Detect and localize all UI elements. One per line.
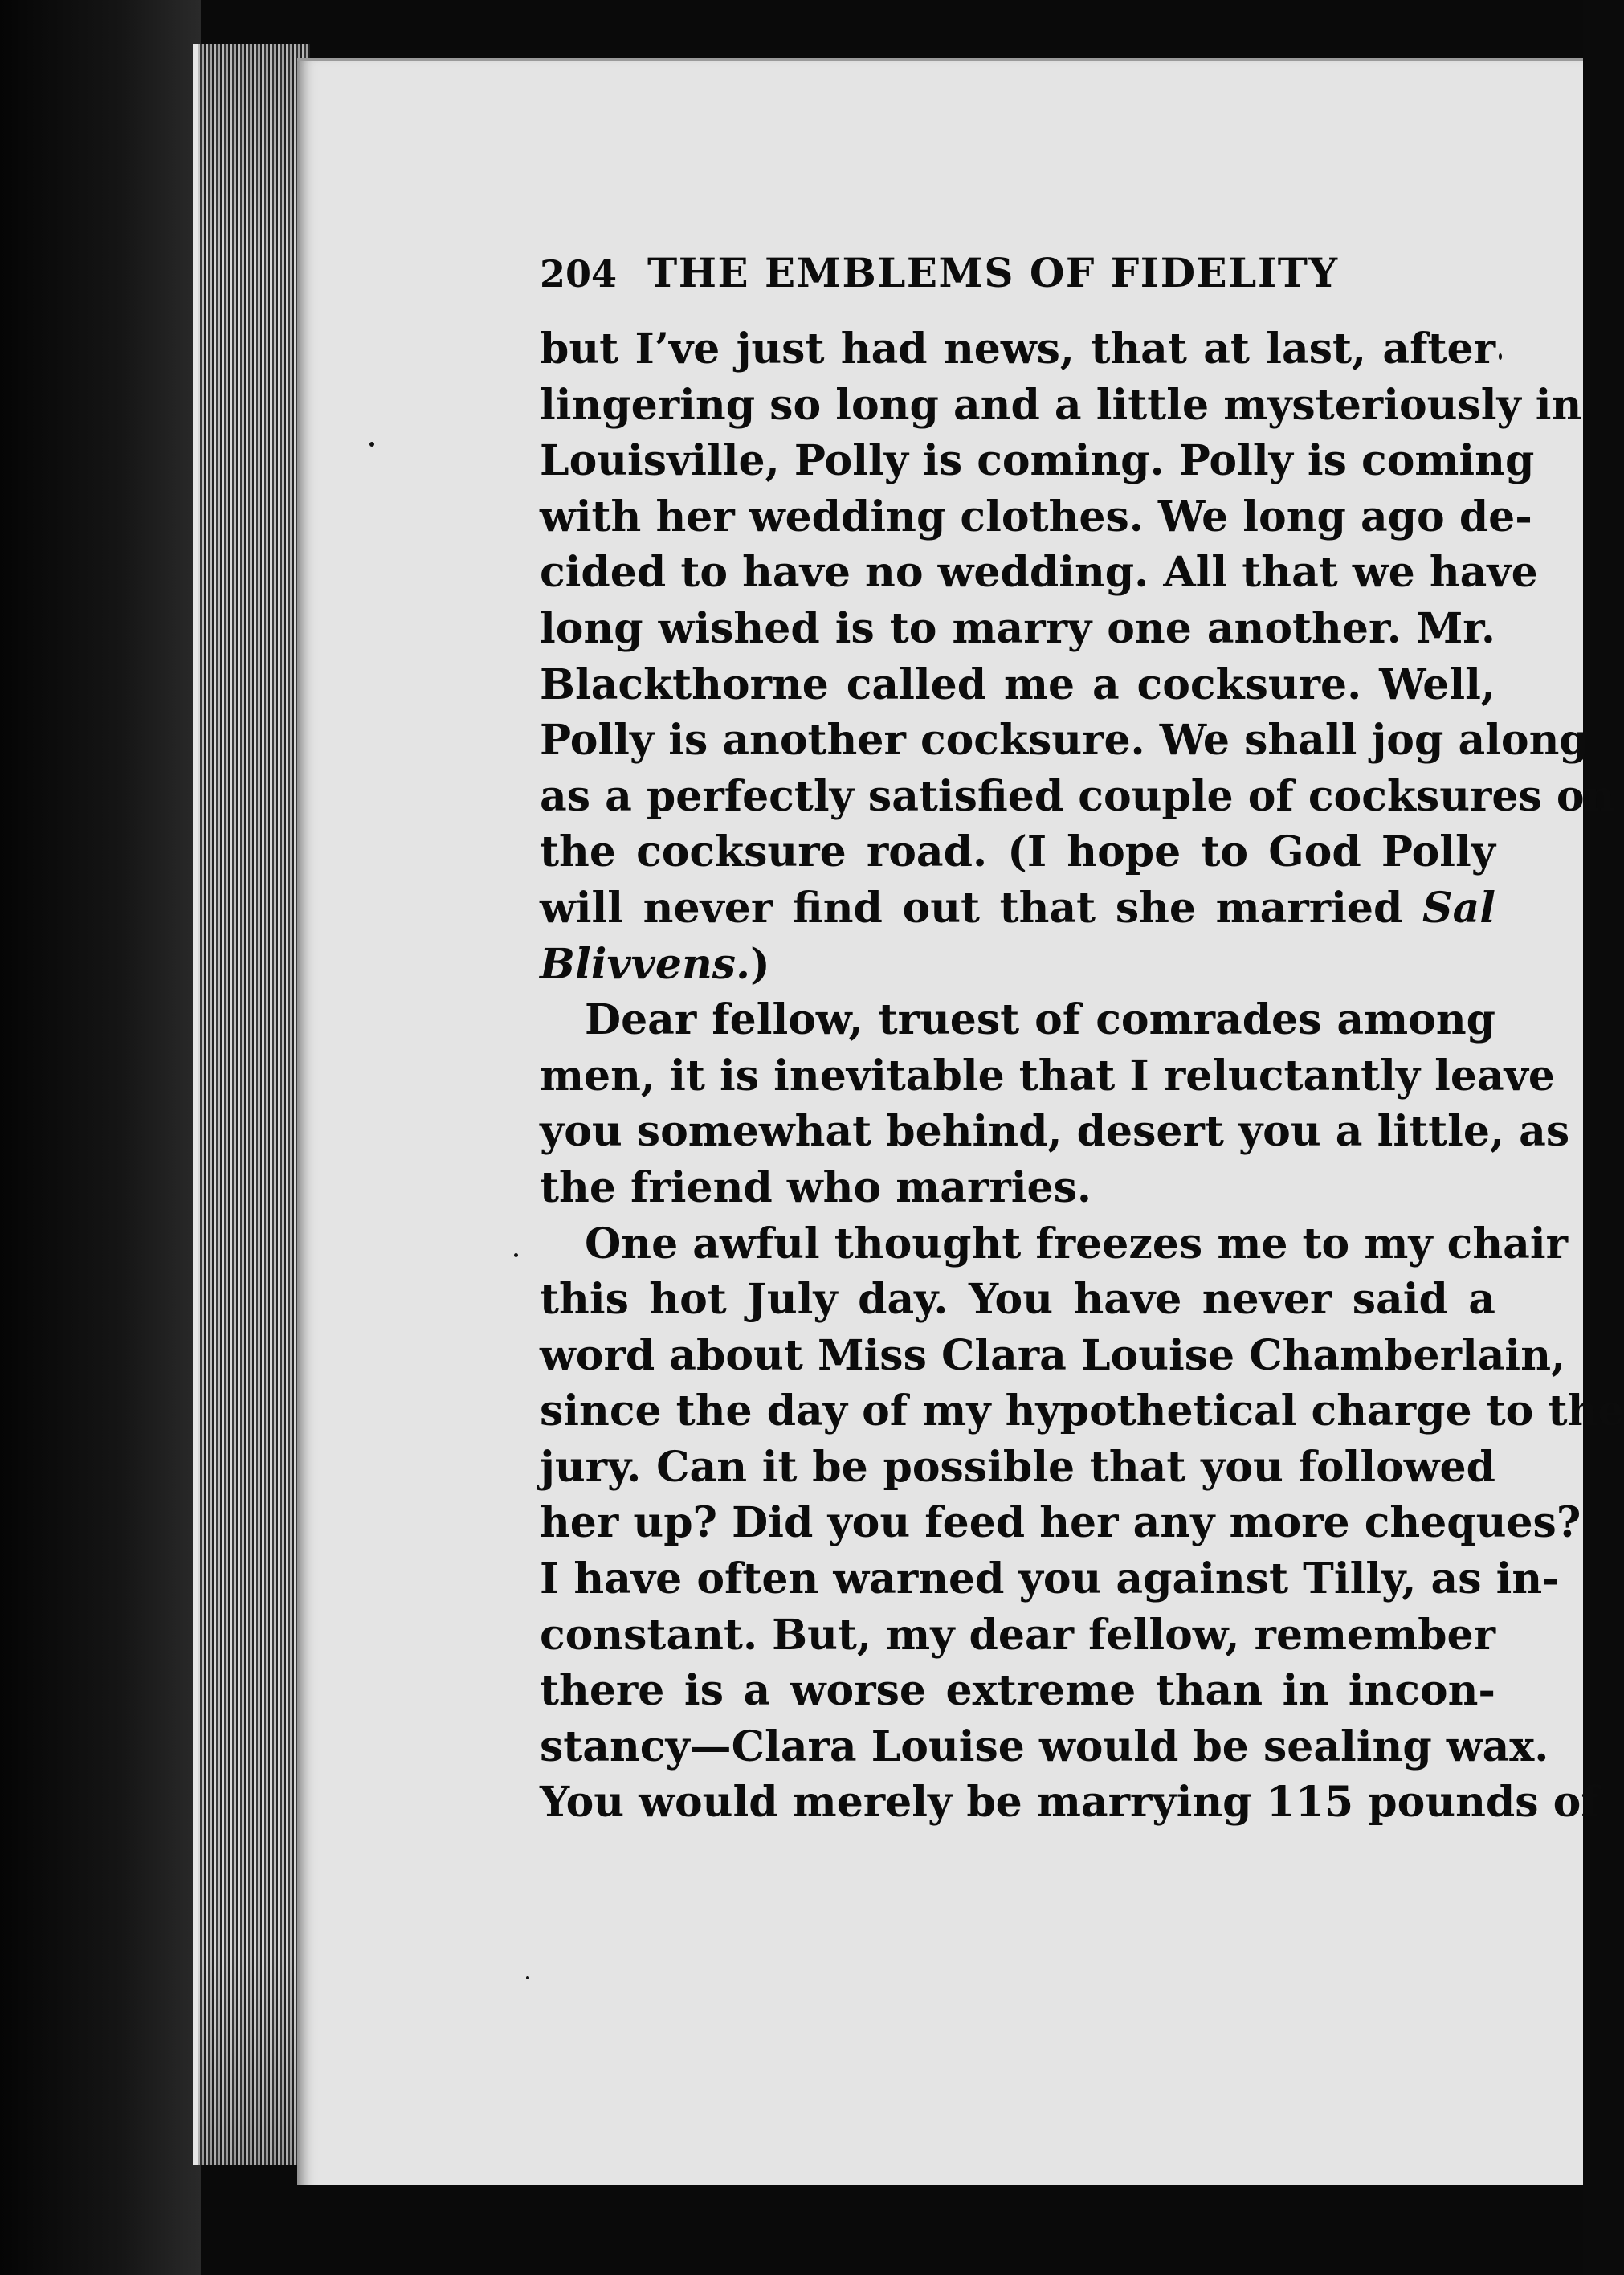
book-page-edges xyxy=(193,44,310,2165)
text-line: Louisville, Polly is coming. Polly is coming xyxy=(540,436,1535,486)
text-line: I have often warned you against Tilly, as in- xyxy=(540,1554,1560,1604)
ink-speck xyxy=(369,442,374,447)
ink-speck xyxy=(1499,353,1502,360)
paragraph-start-line: One awful thought freezes me to my chair xyxy=(585,1219,1568,1268)
text-line: men, it is inevitable that I reluctantly leave xyxy=(540,1051,1555,1101)
text-line: with her wedding clothes. We long ago de- xyxy=(540,492,1532,541)
text-line: the friend who marries. xyxy=(540,1162,1092,1212)
text-line xyxy=(540,937,1495,993)
ink-speck xyxy=(526,1976,529,1979)
text-line: lingering so long and a little mysteriously in xyxy=(540,380,1582,430)
italic-name: Blivvens. xyxy=(540,939,751,989)
text-line: cided to have no wedding. All that we have xyxy=(540,548,1538,598)
text-line: since the day of my hypothetical charge to the xyxy=(540,1387,1624,1436)
text-line: as a perfectly satisfied couple of cocksures on xyxy=(540,771,1615,821)
scanner-background-bottom xyxy=(297,2185,1583,2275)
text-line: jury. Can it be possible that you followed xyxy=(540,1442,1495,1492)
italic-name: Sal xyxy=(1422,883,1496,933)
ink-speck xyxy=(514,1253,518,1257)
text-fragment: will never find out that she married xyxy=(540,883,1403,933)
text-line: Polly is another cocksure. We shall jog along xyxy=(540,716,1589,766)
text-line: word about Miss Clara Louise Chamberlain, xyxy=(540,1330,1566,1380)
book-title: THE EMBLEMS OF FIDELITY xyxy=(647,249,1339,296)
text-line: her up? Did you feed her any more cheques? xyxy=(540,1498,1581,1548)
page-top-edge xyxy=(297,58,1583,61)
text-line xyxy=(540,880,1495,937)
text-line: You would merely be marrying 115 pounds of xyxy=(540,1778,1599,1828)
text-line: this hot July day. You have never said a xyxy=(540,1275,1495,1325)
text-block xyxy=(540,249,1624,1831)
text-fragment: ) xyxy=(750,939,770,989)
text-line: long wished is to marry one another. Mr. xyxy=(540,603,1495,653)
running-head xyxy=(540,249,1495,321)
text-line: Blackthorne called me a cocksure. Well, xyxy=(540,660,1495,709)
text-line: but I’ve just had news, that at last, after xyxy=(540,325,1495,374)
text-line: constant. But, my dear fellow, remember xyxy=(540,1610,1495,1660)
scanner-background xyxy=(0,0,201,2275)
page-number: 204 xyxy=(540,252,618,296)
text-line: stancy—Clara Louise would be sealing wax. xyxy=(540,1722,1549,1771)
text-line: the cocksure road. (I hope to God Polly xyxy=(540,827,1495,877)
text-line: you somewhat behind, desert you a little, as xyxy=(540,1107,1570,1157)
paragraph-start-line: Dear fellow, truest of comrades among xyxy=(585,995,1495,1045)
text-line: there is a worse extreme than in incon- xyxy=(540,1666,1495,1716)
